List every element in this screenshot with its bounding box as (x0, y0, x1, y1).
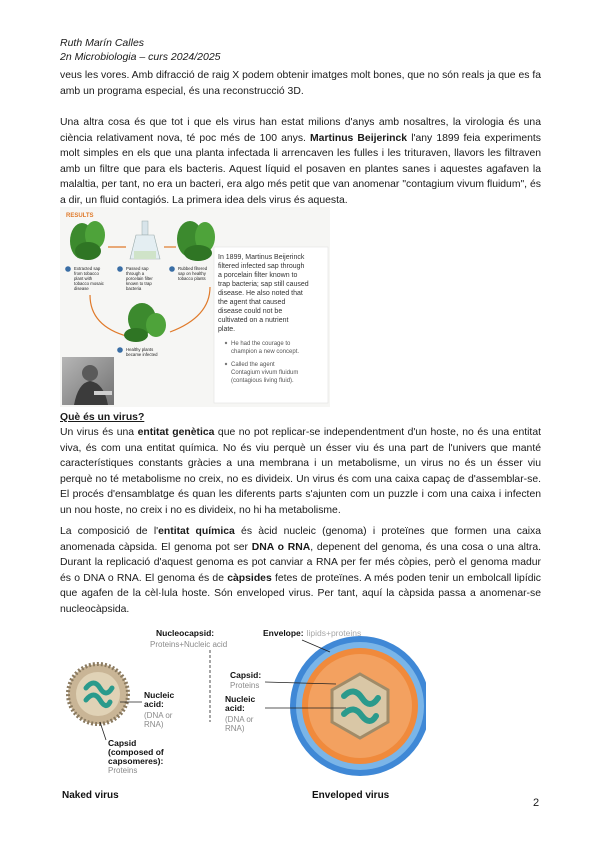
svg-text:Proteins: Proteins (108, 766, 138, 775)
svg-text:Extracted sapfrom tobaccoplant: Extracted sap from tobacco plant with tobacco mosaic disease (74, 266, 104, 291)
envelope-label: Envelope: lipids+proteins (263, 628, 362, 638)
page-number: 2 (533, 797, 540, 809)
svg-text:Called the agentContagium vivu: Called the agent Contagium vivum fluidum (contagious living fluid). (231, 362, 299, 384)
svg-text:He had the courage tochampion: He had the courage to champion a new concept. (231, 341, 300, 355)
paragraph-1: veus les vores. Amb difracció de raig X podem obtenir imatges molt bones, que no són reals ja que es fa amb un programa especial, és una reconstrucció 3D. (60, 70, 541, 97)
svg-text:(DNA orRNA): (DNA or RNA) (225, 715, 254, 733)
nucleic-acid-label-right: Nucleic acid: (225, 694, 256, 713)
enveloped-virus-caption: Enveloped virus (312, 790, 390, 801)
svg-text:Passed sapthrough aporcelain f: Passed sap through a porcelain filter known to trap bacteria (126, 266, 153, 291)
enveloped-virus-icon (290, 636, 426, 776)
entitat-genetica: entitat genètica (137, 427, 215, 438)
capsid-capsomeres-label: Capsid (composed of capsomeres): (108, 738, 164, 766)
svg-text:Healthy plantsbecame infected: Healthy plants became infected (126, 347, 158, 357)
naked-virus-icon (68, 664, 128, 724)
results-label: RESULTS (66, 213, 94, 219)
beijerinck-figure (60, 207, 330, 407)
capsid-label: Capsid: (230, 670, 262, 680)
beijerinck-portrait (62, 357, 114, 405)
tobacco-plant-icon (70, 221, 105, 260)
nucleic-acid-label-left: Nucleic acid: (144, 690, 175, 709)
beijerinck-box-text: In 1899, Martinus Beijerinck filtered infected sap through a porcelain filter known to trap bacteria; sap still caused disease. He also noted that the agent that caused disease could not be cultivated on a nutrient plate. (218, 254, 309, 333)
nucleocapsid-label: Nucleocapsid: (156, 628, 215, 638)
course-name: 2n Microbiologia – curs 2024/2025 (60, 51, 221, 63)
svg-text:(DNA orRNA): (DNA or RNA) (144, 711, 173, 729)
page-header (60, 36, 221, 64)
paragraph-4: La composició de l'entitat química és àcid nucleic (genoma) i proteïnes que formen una caixa anomenada càpsida. El genoma pot ser DNA o RNA, depenent del genoma, és una cosa o una altra. Durant la replicació d'aquest genoma es pot canviar a RNA per fer més còpies, però el genoma madur és o DNA o RNA. El genoma és de càpsides fetes de proteïnes. A més poden tenir un embolcall lipídic que agafen de la cèl·lula hoste. Són enveloped virus. Per tant, aquí la càpsida passa a anomenar-se nucleocàpsida. (60, 526, 542, 615)
section-heading: Què és un virus? (60, 412, 145, 423)
svg-text:Proteins+Nucleic acid: Proteins+Nucleic acid (150, 640, 228, 649)
svg-text:Proteins: Proteins (230, 681, 260, 690)
beijerinck-name: Martinus Beijerinck (310, 132, 408, 144)
paragraph-2: Una altra cosa és que tot i que els virus han estat milions d'anys amb nosaltres, la virologia és una ciència relativament nova, té poc més de 100 anys. Martinus Beijerinck l'any 1899 feia experiments molt simples en els que una planta infectada li arrencaven les fulles i les trituraven, llavors les filtraven amb un filtre que para els bacteris. Aquest líquid el posaven en plantes sanes i aquestes agafaven la malaltia, per tant, no era un bacteri, era algo més petit que van anomenar "contagium vivum fluidum", és a dir, un fluid contagiós. La primera idea dels virus és aquesta. (60, 117, 541, 206)
paragraph-3: Un virus és una entitat genètica que no pot replicar-se independentment d'un hoste, no és una entitat viva, és com una entitat química. No és viu perquè un ésser viu és una part de l'univers que manté característiques constants gràcies a una membrana i un metabolisme, un virus no és un ésser viu perquè no té metabolisme no creix, no es divideix. Un virus és com una caixa capaç de d'assemblar-se. El procés d'ensamblatge és quan les diferents parts s'ajunten com un puzzle i com una caixa i infecten un nou hoste, no creix i no es divideix, no hi ha metabolisme. (60, 427, 541, 516)
svg-text:Rubbed filteredsap on healthyt: Rubbed filtered sap on healthy tobacco plants (178, 266, 208, 281)
author-name: Ruth Marín Calles (60, 37, 145, 49)
naked-virus-caption: Naked virus (62, 790, 119, 801)
virus-structure-figure (60, 622, 426, 804)
